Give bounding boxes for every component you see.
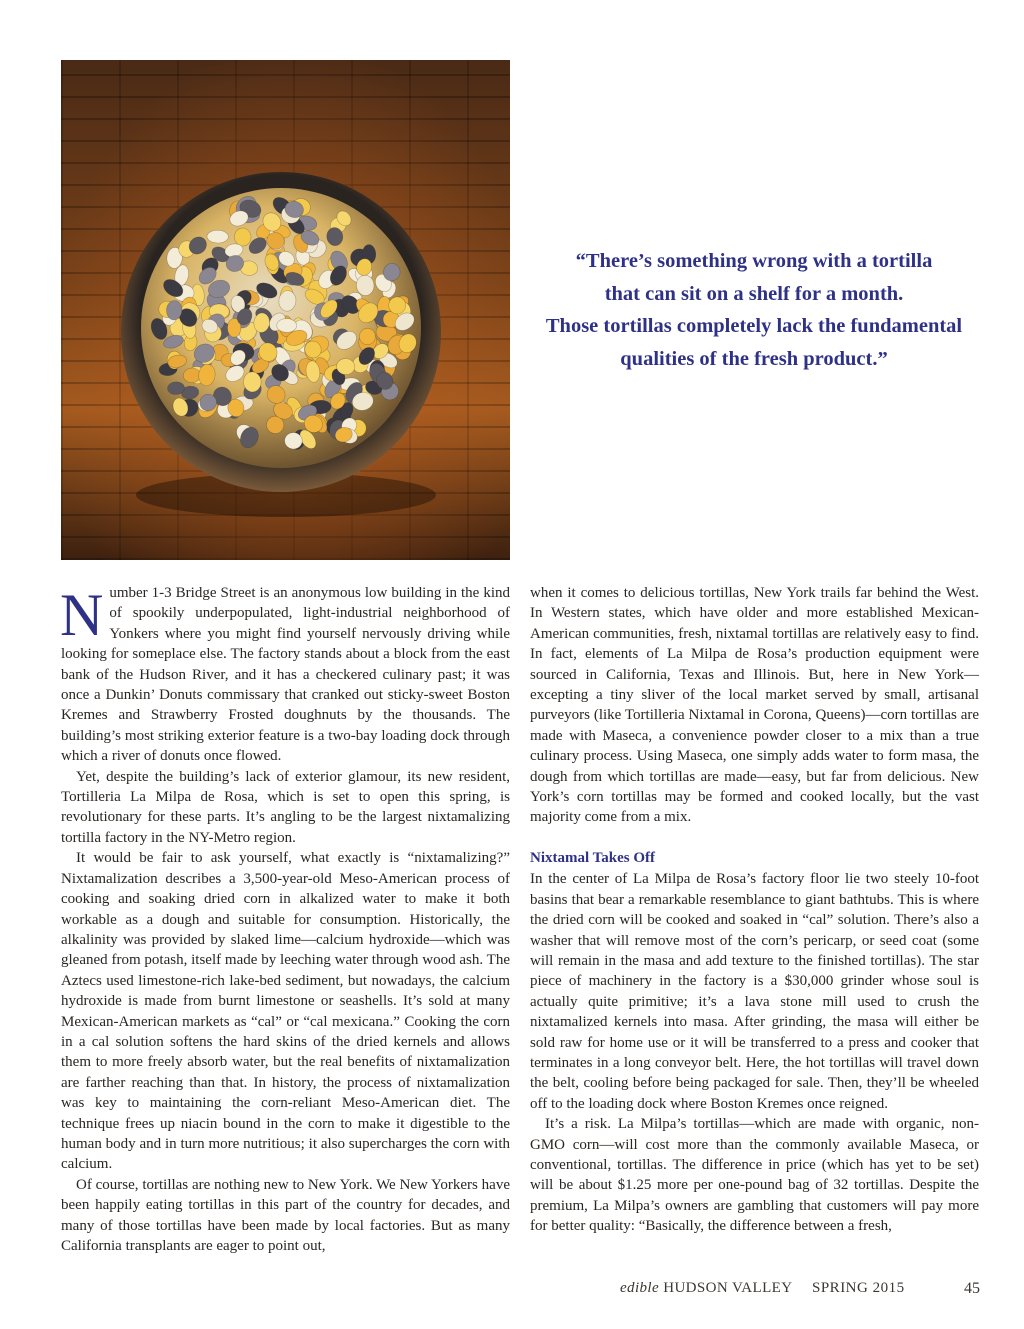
issue-date: SPRING 2015	[812, 1280, 905, 1296]
drop-cap: N	[60, 582, 104, 648]
corn-kernel	[359, 328, 375, 344]
article-paragraph: It would be fair to ask yourself, what exactly is “nixtamalizing?” Nixtamalization describes a 3,500-year-old Meso-American process of cooking and soaking dried corn in alkalized water to make it both workable as a dough and suitable for consumption. Historically, the alkalinity was provided by slaked lime—calcium hydroxide—which was gleaned from potash, itself made by leeching water through wood ash. The Aztecs used limestone-rich lake-bed sediment, but nowadays, the calcium hydroxide is made from burnt limestone or seashells. It’s sold at many Mexican-American markets as “cal” or “cal mexicana.” Cooking the corn in a cal solution softens the hard skins of the dried kernels and allows them to more freely absorb water, but the real benefits of nixtamalization are farther reaching than that. In history, the process of nixtamalization was key to maintaining the corn-reliant Meso-American diet. The technique frees up niacin bound in the corn to make it digestible to the human body and in turn more nutritious; it also supercharges the corn with calcium.	[61, 850, 510, 1173]
section-subhead: Nixtamal Takes Off	[530, 849, 656, 866]
article-paragraph: when it comes to delicious tortillas, New York trails far behind the West. In Western states, which have older and more established Mexican-American communities, fresh, nixtamal tortillas are relatively easy to find. In fact, elements of La Milpa de Rosa’s production equipment were sourced in California, Texas and Illinois. But, here in New York—excepting a tiny sliver of the local market served by small, artisanal purveyors (like Tortilleria Nixtamal in Corona, Queens)—corn tortillas are made with Maseca, a convenience powder closer to a mix than a true culinary process. Using Maseca, one simply adds water to form masa, the dough from which tortillas are made—easy, but far from delicious. New York’s corn tortillas may be formed and cooked locally, but the vast majority come from a mix.	[530, 585, 979, 826]
corn-bowl-icon	[61, 60, 510, 560]
article-paragraph: In the center of La Milpa de Rosa’s factory floor lie two steely 10-foot basins that bear a remarkable resemblance to giant bathtubs. This is where the dried corn will be cooked and soaked in “cal” solution. There’s also a washer that will remove most of the corn’s pericarp, or seed coat (some will remain in the masa and add texture to the finished tortillas). The star piece of machinery in the factory is a $30,000 grinder whose soul is actually quite primitive; it’s a lava stone mill used to crush the nixtamalized kernels into masa. After grinding, the masa will either be sold raw for home use or it will be transferred to a press and cooker that terminates in a long conveyor belt. Here, the hot tortillas will travel down the belt, cooling before being packaged for sale. Then, they’ll be wheeled off to the loading dock where Boston Kremes once reigned.	[530, 871, 979, 1112]
article-paragraph	[61, 583, 510, 767]
article-column-right	[530, 583, 979, 1237]
pull-quote	[534, 245, 974, 375]
corn-kernel	[207, 230, 229, 243]
pull-quote-line: Those tortillas completely lack the fundamental	[545, 315, 963, 337]
article-paragraph: Yet, despite the building’s lack of exterior glamour, its new resident, Tortilleria La Milpa de Rosa, which is set to open this spring, is revolutionary for these parts. It’s angling to be the largest nixtamalizing tortilla factory in the NY-Metro region.	[61, 768, 510, 846]
article-paragraph: Of course, tortillas are nothing new to New York. We New Yorkers have been happily eating tortillas in this part of the country for decades, and many of those tortillas have been made by local factories. But as many California transplants are eager to point out,	[61, 1176, 510, 1254]
corn-kernel	[277, 318, 297, 332]
paragraph-text: umber 1-3 Bridge Street is an anonymous low building in the kind of spookily underpopulated, light-industrial neighborhood of Yonkers where you might find yourself nervously driving while looking for someplace else. The factory stands about a block from the east bank of the Hudson River, and it has a checkered culinary past; it was once a Dunkin’ Donuts commissary that cranked out sticky-sweet Boston Kremes and Strawberry Frosted doughnuts by the thousands. The building’s most striking exterior feature is a two-bay loading dock through which a river of donuts once flowed.	[61, 585, 510, 765]
page-number: 45	[964, 1280, 980, 1297]
publication-name-italic: edible	[620, 1280, 660, 1296]
page-footer	[620, 1280, 980, 1302]
corn-bowl-photo	[61, 60, 510, 560]
pull-quote-line: that can sit on a shelf for a month.	[604, 282, 904, 305]
pull-quote-line: “There’s something wrong with a tortilla	[575, 250, 933, 272]
article-paragraph: It’s a risk. La Milpa’s tortillas—which are made with organic, non-GMO corn—will cost more than the commonly available Maseca, or conventional, tortillas. The difference in price (which has yet to be set) will be about $1.25 more per one-pound bag of 32 tortillas. Despite the premium, La Milpa’s owners are gambling that customers will pay more for better quality: “Basically, the difference between a fresh,	[530, 1116, 979, 1235]
article-column-left	[61, 583, 510, 1256]
pull-quote-line: qualities of the fresh product.”	[620, 347, 888, 370]
publication-name-text: HUDSON VALLEY	[659, 1280, 793, 1296]
publication-name	[620, 1280, 792, 1297]
